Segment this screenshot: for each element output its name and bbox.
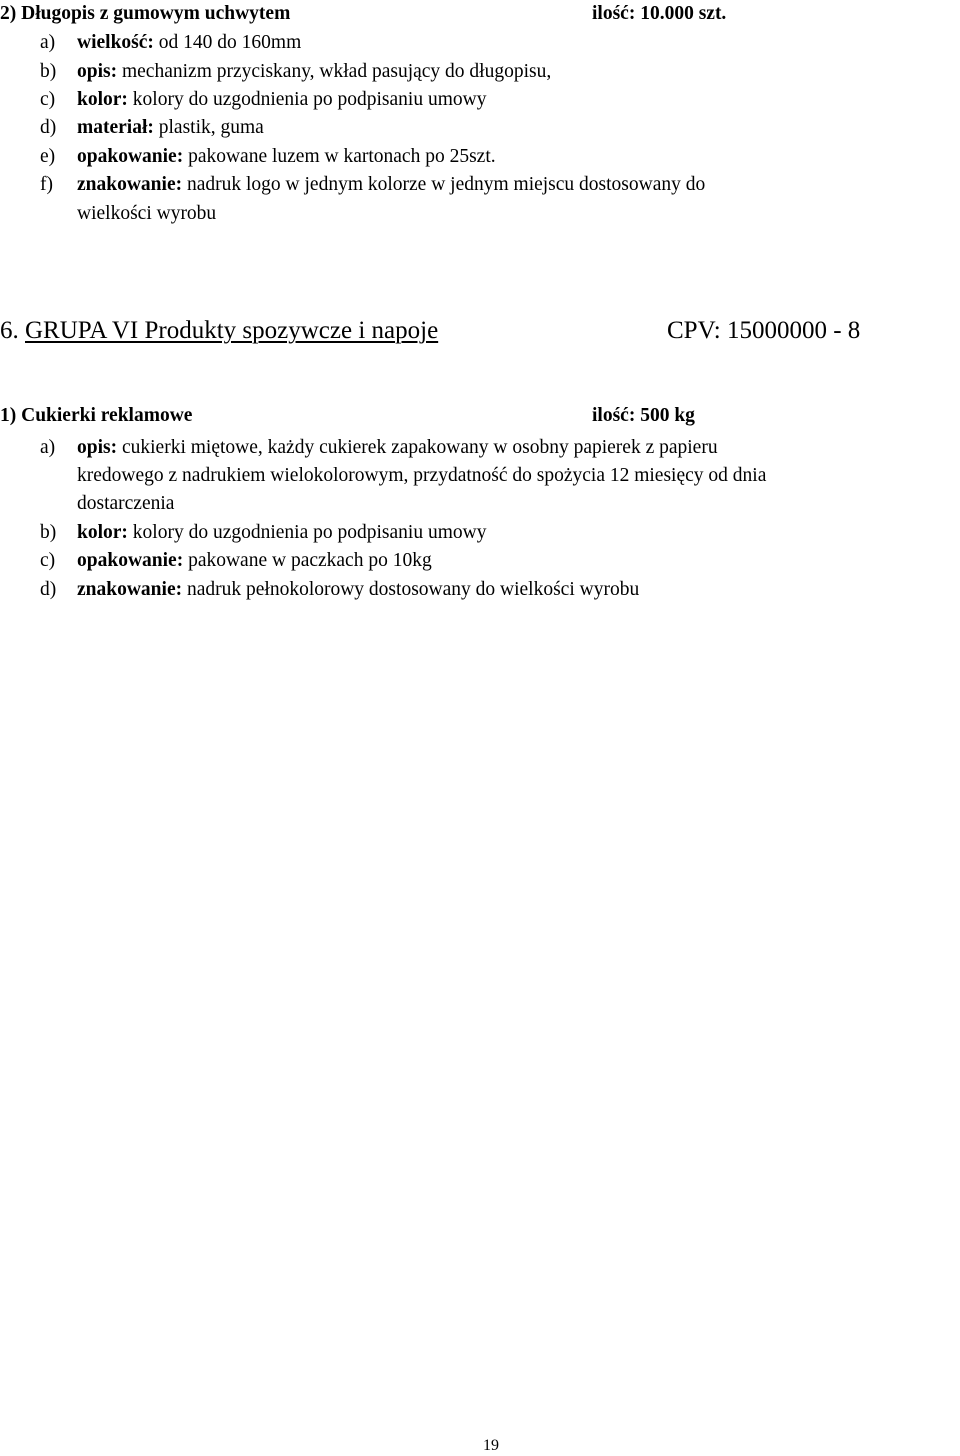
group-heading xyxy=(0,318,438,343)
list-marker: a) xyxy=(40,437,56,458)
field-value: pakowane w paczkach po 10kg xyxy=(183,550,432,571)
list-text xyxy=(77,62,551,82)
field-value: nadruk pełnokolorowy dostosowany do wielkości wyrobu xyxy=(182,579,640,600)
field-value: kolory do uzgodnienia po podpisaniu umowy xyxy=(127,89,487,110)
field-label: materiał: xyxy=(77,117,154,138)
field-value: od 140 do 160mm xyxy=(153,32,302,53)
page-number: 19 xyxy=(483,1437,499,1454)
list-marker: a) xyxy=(40,32,56,53)
list-marker: d) xyxy=(40,117,57,138)
field-label: kolor: xyxy=(77,522,128,543)
list-marker: c) xyxy=(40,550,56,571)
field-value: nadruk logo w jednym kolorze w jednym miejscu dostosowany do xyxy=(182,174,706,195)
list-text-continuation: wielkości wyrobu xyxy=(77,203,217,224)
field-value: mechanizm przyciskany, wkład pasujący do długopisu, xyxy=(117,61,552,82)
field-label: znakowanie: xyxy=(77,174,183,195)
field-label: znakowanie: xyxy=(77,579,183,600)
list-text xyxy=(77,551,432,571)
field-label: opis: xyxy=(77,61,118,82)
field-label: kolor: xyxy=(77,89,128,110)
list-marker: e) xyxy=(40,146,56,167)
list-text xyxy=(77,147,496,167)
list-text-continuation: kredowego z nadrukiem wielokolorowym, przydatność do spożycia 12 miesięcy od dnia xyxy=(77,465,767,486)
group-cpv: CPV: 15000000 - 8 xyxy=(667,317,861,344)
list-text xyxy=(77,33,301,53)
group-number: 6. xyxy=(0,317,19,344)
item2-title: 2) Długopis z gumowym uchwytem xyxy=(0,3,291,24)
field-value: cukierki miętowe, każdy cukierek zapakowany w osobny papierek z papieru xyxy=(117,437,718,458)
list-marker: b) xyxy=(40,522,57,543)
list-text xyxy=(77,580,639,600)
group-title: GRUPA VI Produkty spozywcze i napoje xyxy=(25,317,439,344)
field-value: kolory do uzgodnienia po podpisaniu umowy xyxy=(127,522,487,543)
list-text xyxy=(77,175,705,195)
item2-quantity: ilość: 10.000 szt. xyxy=(592,3,727,24)
list-marker: d) xyxy=(40,579,57,600)
list-marker: c) xyxy=(40,89,56,110)
list-text-continuation: dostarczenia xyxy=(77,493,175,514)
field-label: opakowanie: xyxy=(77,550,184,571)
field-label: wielkość: xyxy=(77,32,154,53)
field-value: pakowane luzem w kartonach po 25szt. xyxy=(183,146,496,167)
item1-quantity: ilość: 500 kg xyxy=(592,405,695,426)
item1-title: 1) Cukierki reklamowe xyxy=(0,405,193,426)
list-text xyxy=(77,118,264,138)
list-text xyxy=(77,438,718,458)
field-value: plastik, guma xyxy=(153,117,264,138)
field-label: opis: xyxy=(77,437,118,458)
list-text xyxy=(77,90,486,110)
list-marker: f) xyxy=(40,174,53,195)
list-text xyxy=(77,523,486,543)
field-label: opakowanie: xyxy=(77,146,184,167)
list-marker: b) xyxy=(40,61,57,82)
